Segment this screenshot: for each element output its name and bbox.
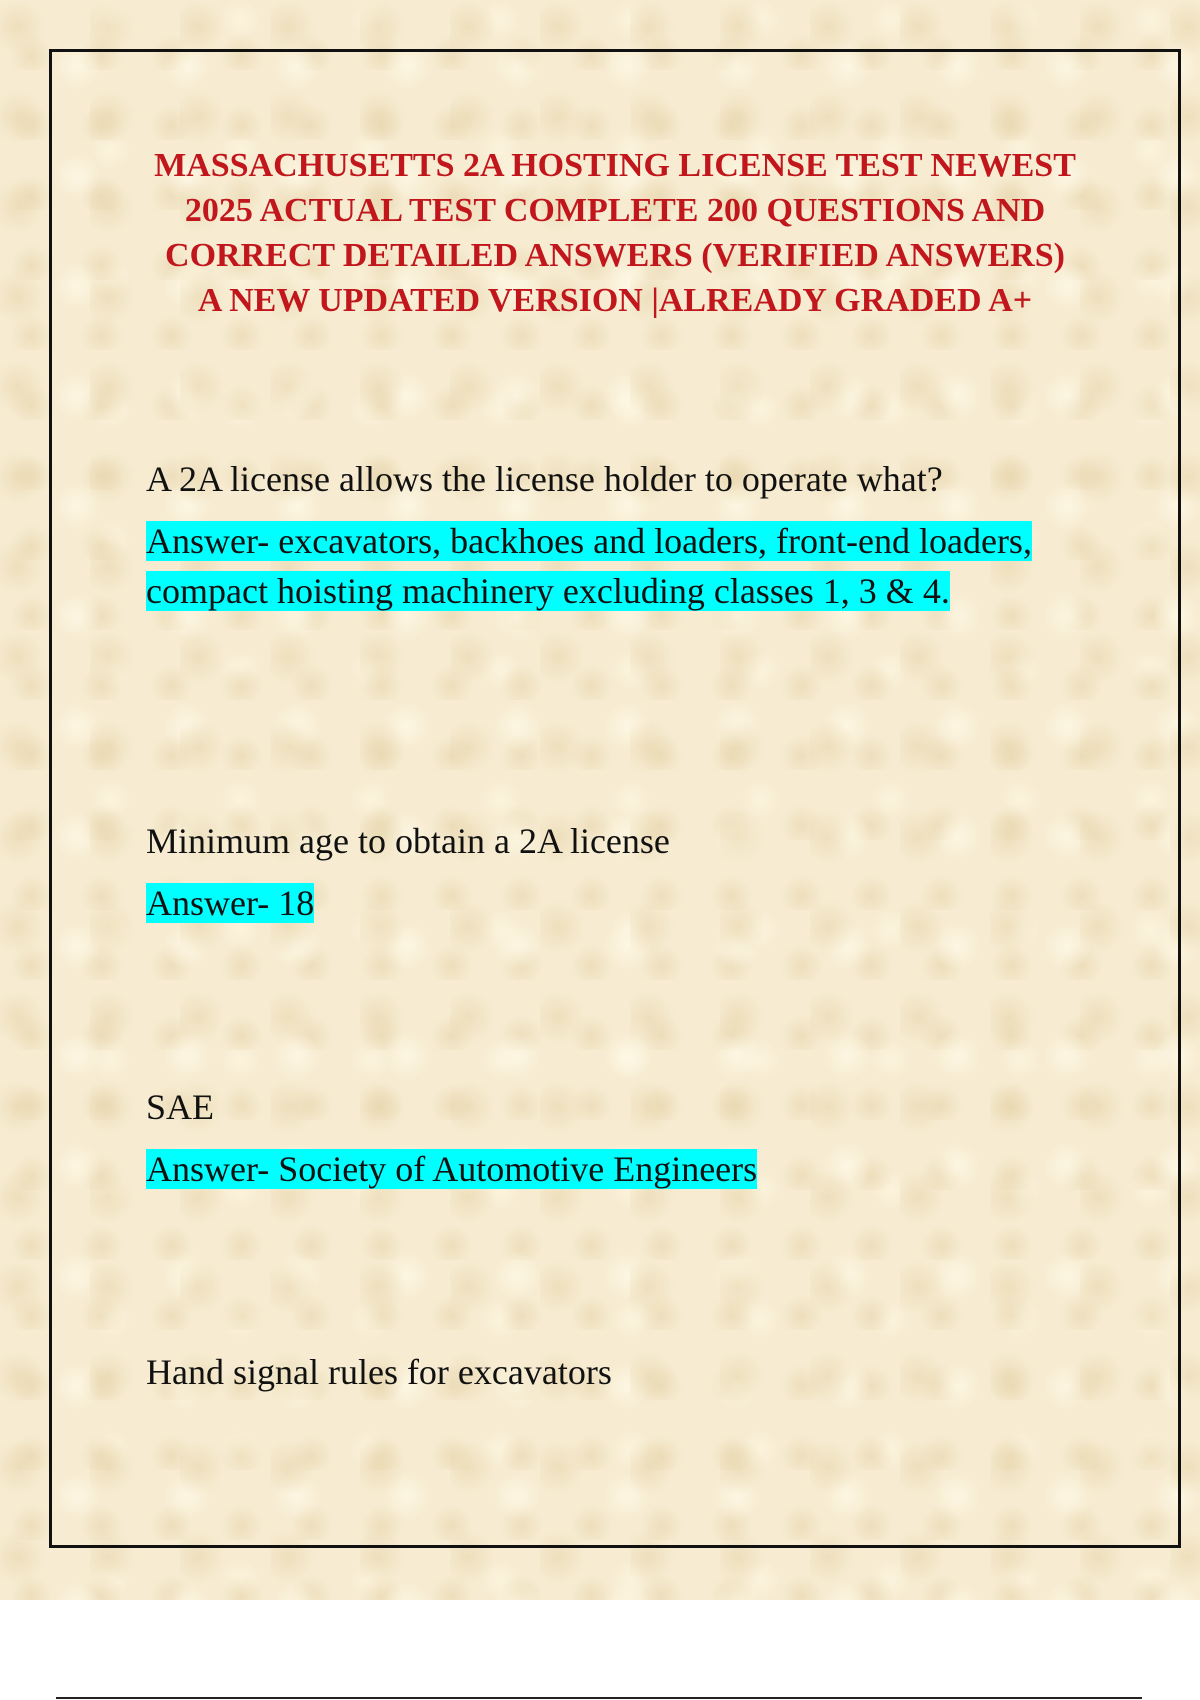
document-title: MASSACHUSETTS 2A HOSTING LICENSE TEST NEWEST 2025 ACTUAL TEST COMPLETE 200 QUESTIONS AND CORRECT DETAILED ANSWERS (VERIFIED ANSWERS) A NEW UPDATED VERSION |ALREADY GRADED A+ — [154, 147, 1076, 319]
answer-highlight: Answer- 18 — [146, 883, 315, 923]
footer-divider — [56, 1697, 1142, 1699]
answer-highlight: Answer- Society of Automotive Engineers — [146, 1149, 758, 1189]
question-text: SAE — [146, 1087, 215, 1127]
question-text: Minimum age to obtain a 2A license — [146, 821, 670, 861]
qa-item — [146, 456, 1086, 616]
qa-item — [146, 1084, 1086, 1194]
answer-text — [146, 516, 1086, 616]
question-text: A 2A license allows the license holder to operate what? — [146, 459, 943, 499]
answer-text — [146, 878, 1086, 928]
answer-highlight: Answer- excavators, backhoes and loaders, front-end loaders, compact hoisting machinery excluding classes 1, 3 & 4. — [146, 521, 1032, 611]
qa-item — [146, 818, 1086, 928]
question-text: Hand signal rules for excavators — [146, 1352, 612, 1392]
answer-text — [146, 1144, 1086, 1194]
qa-item — [146, 1349, 1086, 1395]
